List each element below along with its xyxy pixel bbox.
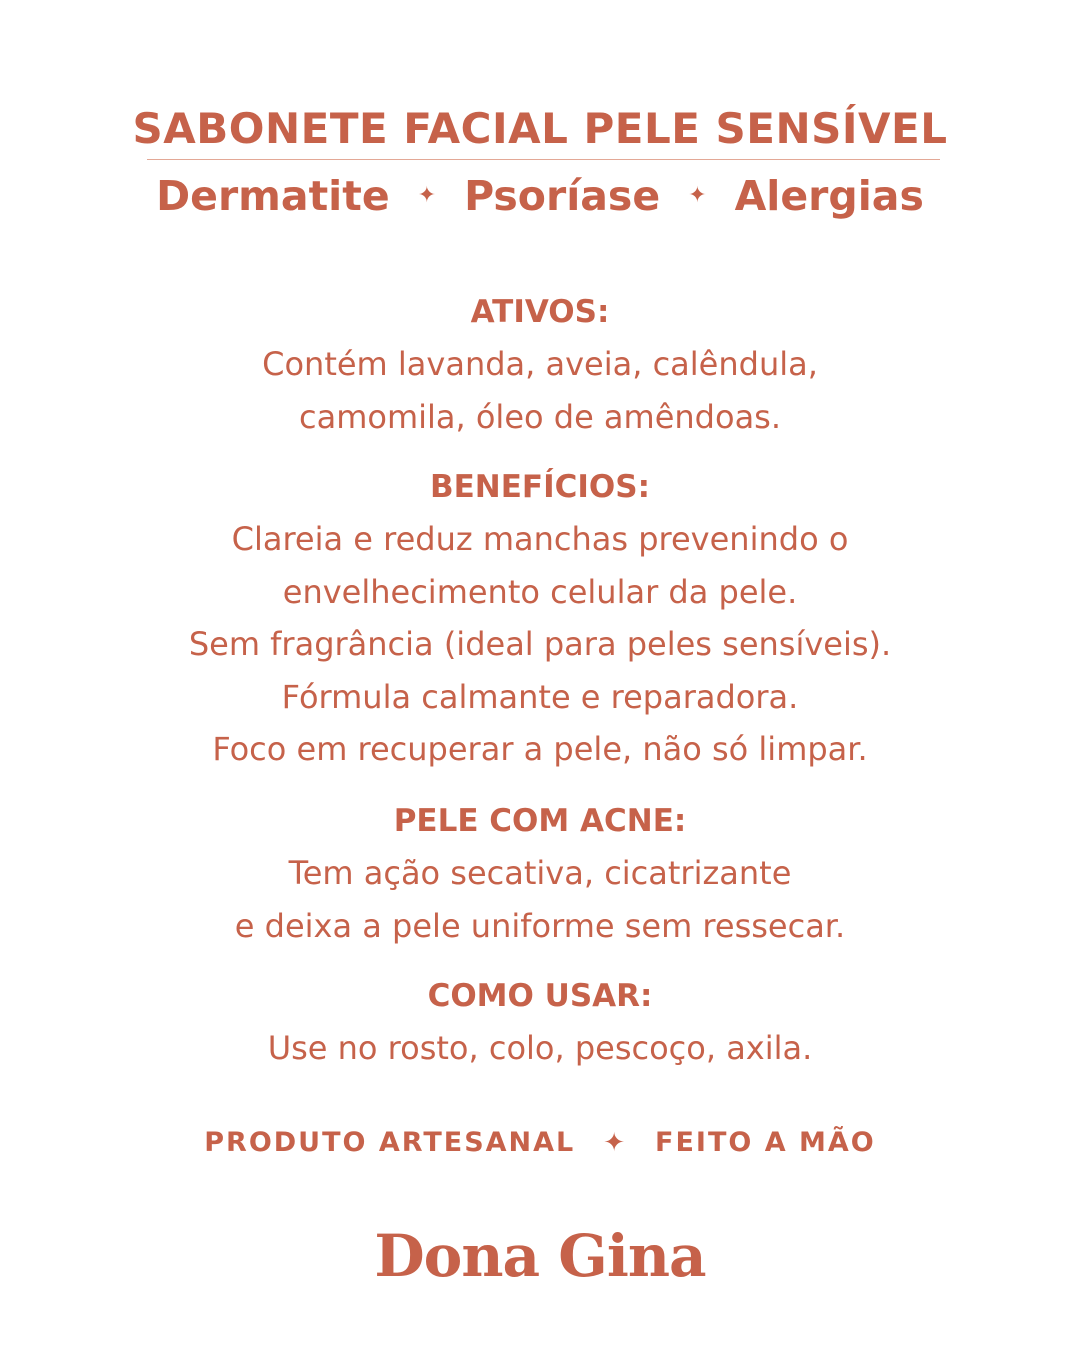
title-divider bbox=[147, 159, 940, 160]
section-line: Clareia e reduz manchas prevenindo o bbox=[231, 520, 849, 558]
section-line: e deixa a pele uniforme sem ressecar. bbox=[234, 906, 846, 945]
sparkle-icon: ✦ bbox=[417, 183, 437, 208]
section-heading: COMO USAR: bbox=[427, 978, 653, 1014]
section-line: Sem fragrância (ideal para peles sensíveis). bbox=[188, 625, 892, 663]
footer-tags bbox=[0, 1120, 1080, 1166]
tag-feito-a-mao: FEITO A MÃO bbox=[655, 1127, 876, 1158]
section-beneficios bbox=[0, 461, 1080, 776]
page-title: SABONETE FACIAL PELE SENSÍVEL bbox=[132, 104, 948, 153]
condition-dermatite: Dermatite bbox=[156, 172, 390, 220]
tag-artesanal: PRODUTO ARTESANAL bbox=[204, 1127, 576, 1158]
sparkle-icon: ✦ bbox=[603, 1128, 628, 1158]
section-heading: BENEFÍCIOS: bbox=[430, 469, 650, 505]
section-heading: ATIVOS: bbox=[470, 294, 610, 330]
section-heading: PELE COM ACNE: bbox=[393, 803, 687, 839]
section-acne bbox=[0, 795, 1080, 952]
section-ativos bbox=[0, 286, 1080, 443]
section-line: Tem ação secativa, cicatrizante bbox=[288, 854, 792, 892]
condition-alergias: Alergias bbox=[734, 172, 924, 220]
sparkle-icon: ✦ bbox=[688, 183, 707, 208]
conditions-line bbox=[0, 168, 1080, 224]
section-line: Contém lavanda, aveia, calêndula, bbox=[262, 345, 818, 383]
section-como-usar bbox=[0, 970, 1080, 1075]
condition-psoriase: Psoríase bbox=[464, 172, 661, 220]
brand-logo: Dona Gina bbox=[374, 1222, 706, 1290]
section-line: camomila, óleo de amêndoas. bbox=[298, 397, 782, 436]
section-line: Use no rosto, colo, pescoço, axila. bbox=[267, 1029, 813, 1067]
section-line: Foco em recuperar a pele, não só limpar. bbox=[212, 730, 868, 768]
section-line: envelhecimento celular da pele. bbox=[282, 572, 798, 611]
section-line: Fórmula calmante e reparadora. bbox=[281, 677, 799, 716]
